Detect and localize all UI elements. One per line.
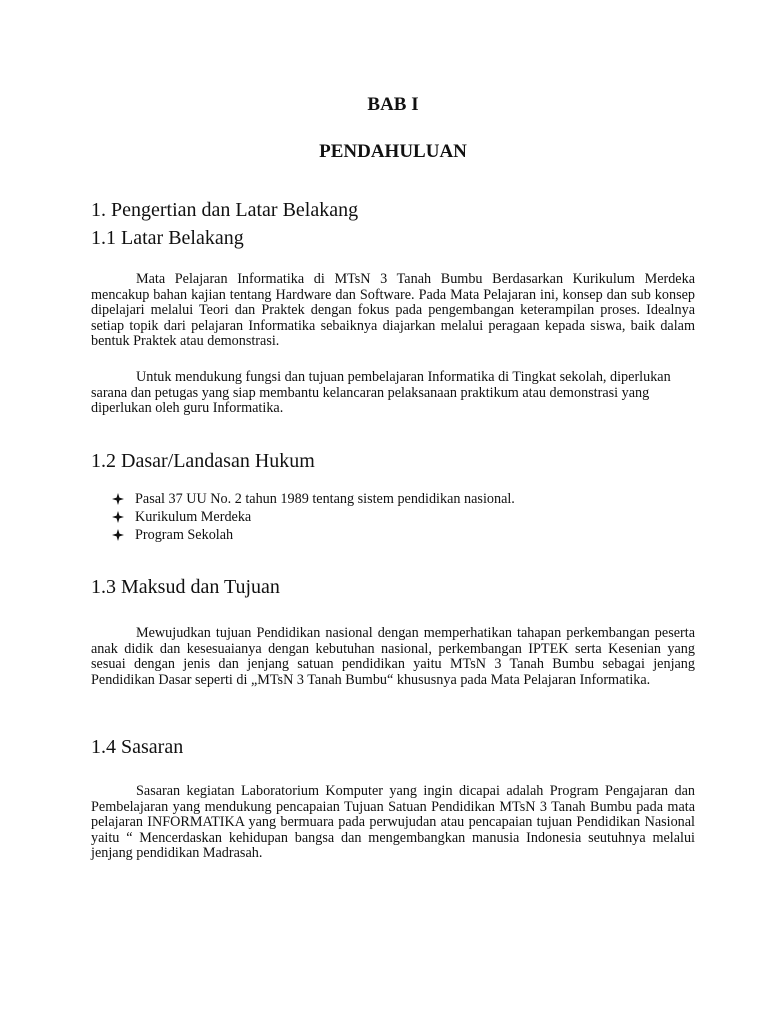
section-1-2-heading: 1.2 Dasar/Landasan Hukum bbox=[91, 450, 315, 472]
section-1-3-heading: 1.3 Maksud dan Tujuan bbox=[91, 576, 280, 598]
diamond-cross-bullet-icon bbox=[112, 493, 124, 505]
maksud-tujuan-paragraph: Mewujudkan tujuan Pendidikan nasional dengan memperhatikan tahapan perkembangan peserta anak didik dan kesesuaianya dengan kebutuhan nasional, perkembangan IPTEK serta Kesenian yang sesuai dengan jenis dan jenjang satuan pendidikan yaitu MTsN 3 Tanah Bumbu sebagai jenjang Pendidikan Dasar seperti di „MTsN 3 Tanah Bumbu“ khususnya pada Mata Pelajaran Informatika. bbox=[91, 625, 695, 688]
sasaran-paragraph: Sasaran kegiatan Laboratorium Komputer yang ingin dicapai adalah Program Pengajaran dan Pembelajaran yang mendukung pencapaian Tujuan Satuan Pendidikan MTsN 3 Tanah Bumbu pada mata pelajaran INFORMATIKA yang bermuara pada perwujudan atau pencapaian tujuan Pendidikan Nasional yaitu “ Mencerdaskan kehidupan bangsa dan mengembangkan manusia Indonesia seutuhnya melalui jenjang pendidikan Madrasah. bbox=[91, 783, 695, 861]
list-item-text: Pasal 37 UU No. 2 tahun 1989 tentang sistem pendidikan nasional. bbox=[135, 491, 515, 507]
section-1-1-heading: 1.1 Latar Belakang bbox=[91, 227, 244, 249]
list-item bbox=[112, 490, 515, 508]
section-1-heading: 1. Pengertian dan Latar Belakang bbox=[91, 199, 359, 221]
list-item-text: Kurikulum Merdeka bbox=[135, 509, 252, 525]
latar-belakang-paragraph-2: Untuk mendukung fungsi dan tujuan pembelajaran Informatika di Tingkat sekolah, diperlukan sarana dan petugas yang siap membantu kelancaran pelaksanaan praktikum atau demonstrasi yang diperlukan oleh guru Informatika. bbox=[91, 369, 671, 416]
chapter-number: BAB I bbox=[367, 94, 419, 115]
diamond-cross-bullet-icon bbox=[112, 511, 124, 523]
list-item-text: Program Sekolah bbox=[135, 527, 234, 543]
section-1-4-heading: 1.4 Sasaran bbox=[91, 736, 184, 758]
diamond-cross-bullet-icon bbox=[112, 529, 124, 541]
list-item bbox=[112, 526, 515, 544]
legal-basis-list bbox=[112, 490, 515, 544]
list-item bbox=[112, 508, 515, 526]
latar-belakang-paragraph-1: Mata Pelajaran Informatika di MTsN 3 Tanah Bumbu Berdasarkan Kurikulum Merdeka mencakup bahan kajian tentang Hardware dan Software. Pada Mata Pelajaran ini, konsep dan sub konsep dipelajari melalui Teori dan Praktek dengan fokus pada pengembangan keterampilan proses. Idealnya setiap topik dari pelajaran Informatika sebaiknya diajarkan melalui peragaan kepada siswa, baik dalam bentuk Praktek atau demonstrasi. bbox=[91, 271, 695, 349]
chapter-title: PENDAHULUAN bbox=[319, 141, 467, 162]
